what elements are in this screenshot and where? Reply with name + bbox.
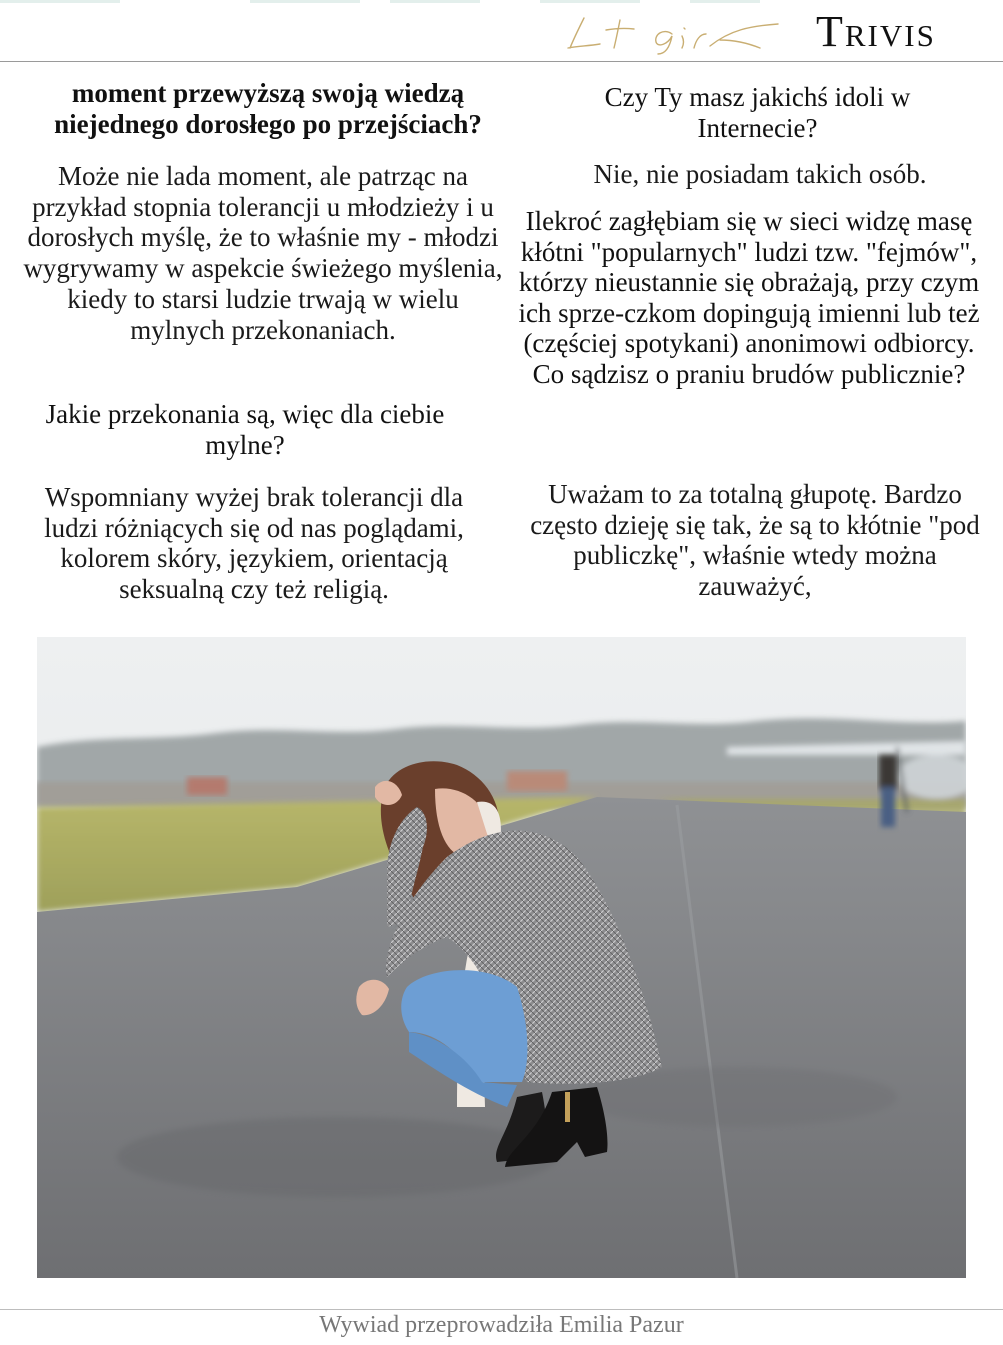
logo-script-text: Lt girl	[560, 10, 563, 11]
script-logo	[560, 10, 790, 56]
left-question-2: Jakie przekonania są, więc dla ciebie mylne?	[45, 399, 445, 460]
brand-title: Trivis	[816, 7, 936, 56]
interview-photo	[37, 637, 966, 1278]
left-answer-2: Wspomniany wyżej brak tolerancji dla ludzi różniących się od nas poglądami, kolorem skóry, językiem, orientacją seksualną czy też religią.	[44, 482, 464, 605]
left-answer-1: Może nie lada moment, ale patrząc na przykład stopnia tolerancji u młodzieży i u dorosłych myślę, że to właśnie my - młodzi wygrywamy w aspekcie świeżego myślenia, kiedy to starsi ludzie trwają w wielu mylnych przekonaniach.	[23, 161, 503, 345]
header-rule	[0, 61, 1003, 62]
right-question-2: Ilekroć zagłębiam się w sieci widzę masę kłótni "popularnych" ludzi tzw. "fejmów", którzy nieustannie się obrażają, przy czym ich sprze-czkom dopingują imienni lub też (częściej spotykani) anonimowi odbiorcy. Co sądzisz o praniu brudów publicznie?	[518, 206, 980, 389]
right-question-1: Czy Ty masz jakichś idoli w Internecie?	[604, 82, 911, 143]
page-header	[0, 0, 1003, 62]
right-answer-1: Nie, nie posiadam takich osób.	[593, 159, 927, 189]
right-answer-2: Uważam to za totalną głupotę. Bardzo często dzieję się tak, że są to kłótnie "pod publiczkę", właśnie wtedy można zauważyć,	[530, 479, 980, 602]
author-credit: Wywiad przeprowadziła Emilia Pazur	[319, 1312, 684, 1338]
left-question-1: moment przewyższą swoją wiedzą niejednego dorosłego po przejściach?	[54, 78, 482, 139]
